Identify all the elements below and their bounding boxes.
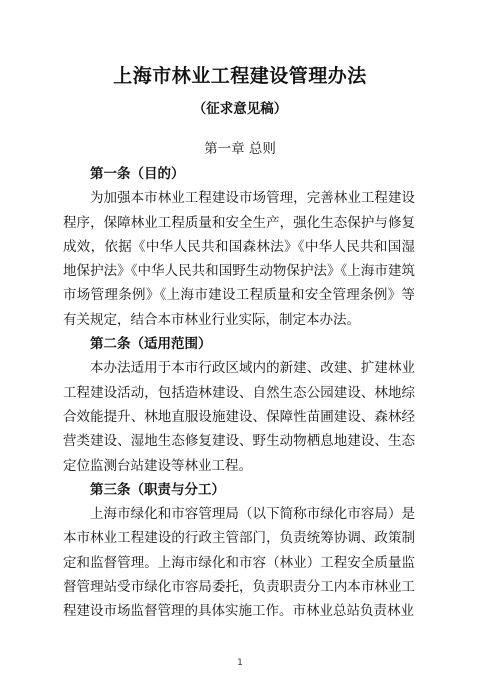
article-paragraph: 本办法适用于本市行政区域内的新建、改建、扩建林业工程建设活动，包括造林建设、自然生态公园建设、林地综合效能提升、林地直服设施建设、保障性苗圃建设、森林经营类建设、湿地生态修复建设、野生动物栖息地建设、生态定位监测台站建设等林业工程。 bbox=[63, 360, 415, 474]
document-title: 上海市林业工程建设管理办法 bbox=[113, 65, 367, 87]
chapter-heading: 第一章 总则 bbox=[204, 141, 276, 157]
article-paragraph: 上海市绿化和市容管理局（以下简称市绿化市容局）是本市林业工程建设的行政主管部门，负责统筹协调、政策制定和监督管理。上海市绿化和市容（林业）工程安全质量监督管理站受市绿化市容局委托，负责职责分工内本市林业工程建设市场监督管理的具体实施工作。市林业总站负责林业 bbox=[63, 506, 415, 620]
article-heading: 第二条（适用范围） bbox=[90, 336, 212, 353]
article-heading: 第一条（目的） bbox=[90, 166, 185, 182]
article-paragraph: 为加强本市林业工程建设市场管理，完善林业工程建设程序，保障林业工程质量和安全生产，强化生态保护与修复成效，依据《中华人民共和国森林法》《中华人民共和国湿地保护法》《中华人民共和国野生动物保护法》《上海市建筑市场管理条例》《上海市建设工程质量和安全管理条例》等有关规定，结合本市林业行业实际，制定本办法。 bbox=[63, 190, 415, 328]
page-number: 1 bbox=[237, 658, 243, 668]
document-subtitle: （征求意见稿） bbox=[192, 101, 288, 117]
article-heading: 第三条（职责与分工） bbox=[90, 481, 225, 498]
document-body bbox=[63, 162, 415, 624]
